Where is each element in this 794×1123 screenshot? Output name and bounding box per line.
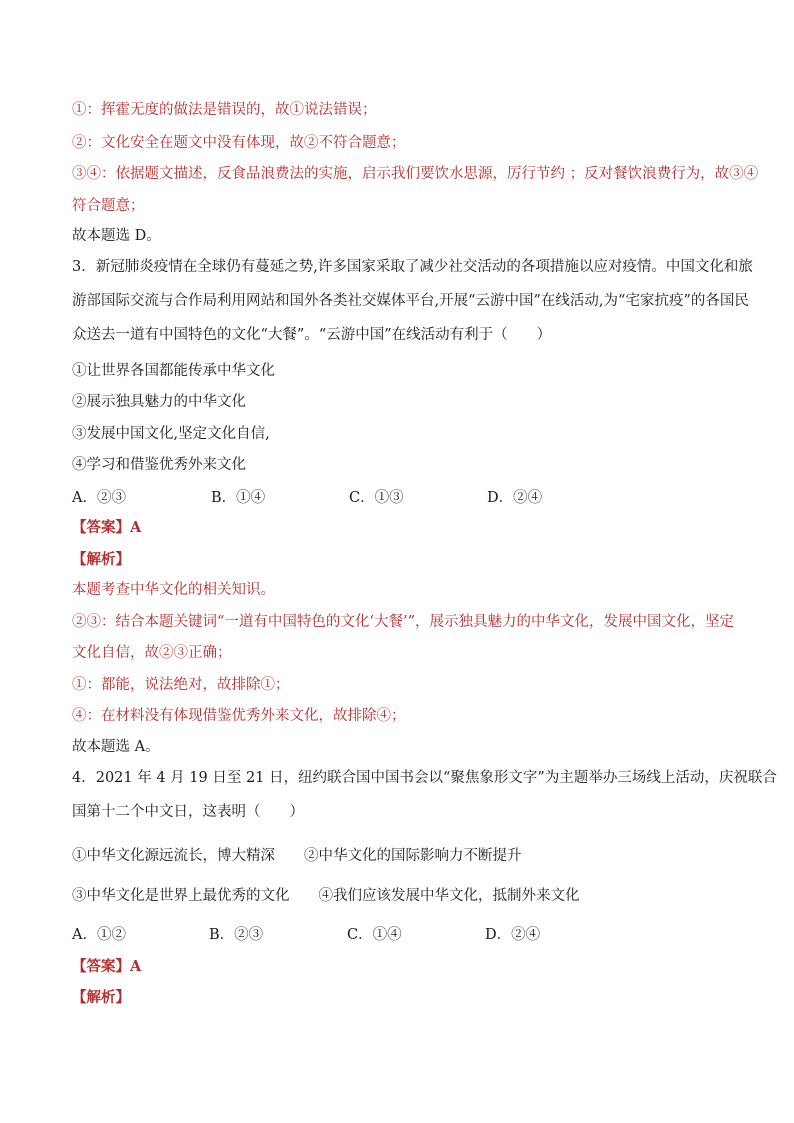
q4-option-c: C．①④ — [347, 927, 402, 943]
q3-item-4: ④学习和借鉴优秀外来文化 — [72, 457, 246, 473]
q4-option-a: A．①② — [72, 927, 126, 943]
q3-conclusion: 故本题选 A。 — [72, 739, 160, 755]
q3-item-2: ②展示独具魅力的中华文化 — [72, 394, 246, 410]
q3-stem-line-1: 3．新冠肺炎疫情在全球仍有蔓延之势,许多国家采取了减少社交活动的各项措施以应对疫情。中国文化和旅 — [72, 259, 753, 275]
q3-answer-label: 【答案】A — [72, 519, 142, 536]
q3-stem-line-3: 众送去一道有中国特色的文化“大餐”。“云游中国”在线活动有利于（ ） — [72, 327, 552, 343]
q3-analysis-line-1: 本题考查中华文化的相关知识。 — [72, 582, 275, 598]
q4-analysis-label: 【解析】 — [72, 989, 130, 1006]
q2-analysis-line-3: ③④：依据题文描述，反食品浪费法的实施，启示我们要饮水思源，厉行节约 ；反对餐饮浪费行为，故③④ — [72, 166, 759, 182]
q4-items-row-1: ①中华文化源远流长，博大精深 ②中华文化的国际影响力不断提升 — [72, 848, 522, 864]
q3-analysis-line-5: ④：在材料没有体现借鉴优秀外来文化，故排除④； — [72, 708, 406, 724]
q3-option-b: B．①④ — [211, 490, 266, 506]
q2-conclusion: 故本题选 D。 — [72, 228, 161, 244]
q3-item-1: ①让世界各国都能传承中华文化 — [72, 363, 275, 379]
q3-option-c: C．①③ — [349, 490, 404, 506]
q3-stem-line-2: 游部国际交流与合作局利用网站和国外各类社交媒体平台,开展“云游中国”在线活动,为“宅家抗疫”的各国民 — [72, 293, 749, 309]
q4-stem-line-2: 国第十二个中文日，这表明（ ） — [72, 804, 304, 820]
q3-analysis-line-2: ②③：结合本题关键词“一道有中国特色的文化‘大餐’”，展示独具魅力的中华文化，发展中国文化，坚定 — [72, 614, 735, 630]
q4-answer-label: 【答案】A — [72, 958, 142, 975]
q3-option-d: D．②④ — [487, 490, 543, 506]
q3-analysis-line-4: ①：都能，说法绝对，故排除①； — [72, 677, 290, 693]
q4-option-b: B．②③ — [209, 927, 264, 943]
q3-analysis-label: 【解析】 — [72, 551, 130, 568]
q3-item-3: ③发展中国文化,坚定文化自信, — [72, 426, 270, 442]
q4-stem-line-1: 4．2021 年 4 月 19 日至 21 日，纽约联合国中国书会以“聚焦象形文字”为主题举办三场线上活动，庆祝联合 — [72, 770, 777, 786]
q4-items-row-2: ③中华文化是世界上最优秀的文化 ④我们应该发展中华文化，抵制外来文化 — [72, 888, 580, 904]
q2-analysis-line-2: ②：文化安全在题文中没有体现，故②不符合题意； — [72, 135, 406, 151]
q3-analysis-line-3: 文化自信，故②③正确； — [72, 645, 232, 661]
q2-analysis-line-1: ①：挥霍无度的做法是错误的，故①说法错误； — [72, 102, 377, 118]
q3-option-a: A．②③ — [72, 490, 126, 506]
q4-option-d: D．②④ — [485, 927, 541, 943]
q2-analysis-line-4: 符合题意； — [72, 198, 145, 214]
